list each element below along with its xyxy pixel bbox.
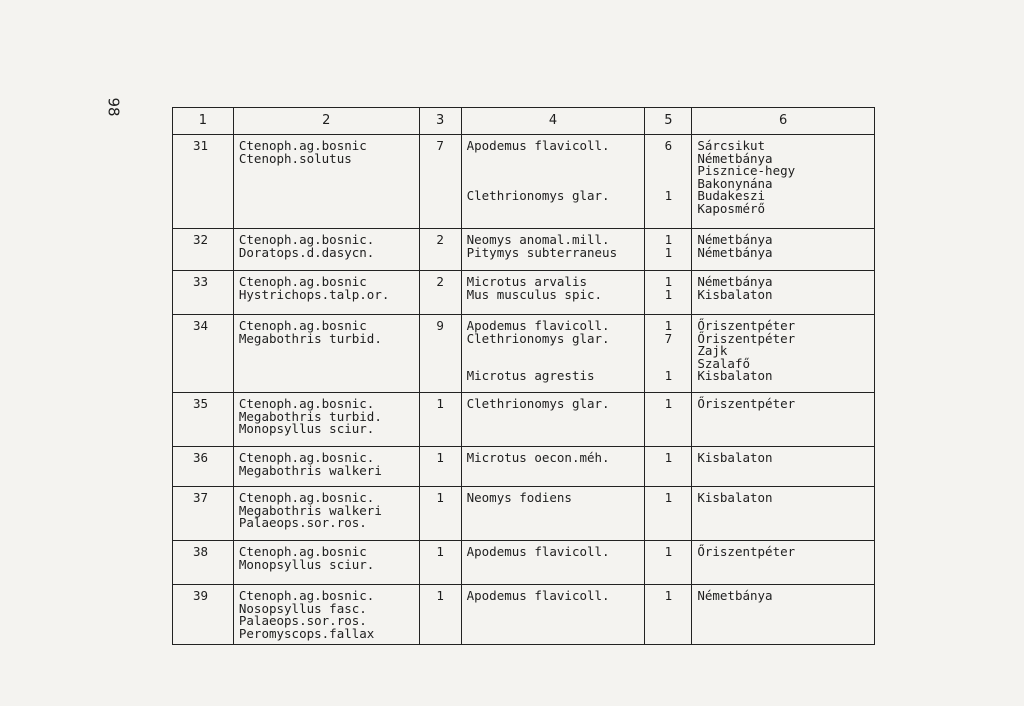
flea-species: Palaeops.sor.ros. xyxy=(238,515,367,530)
host-species-cell xyxy=(461,447,645,487)
flea-species: Ctenoph.ag.bosnic xyxy=(238,318,367,333)
host-species: Apodemus flavicoll. xyxy=(466,138,610,153)
host-species: Neomys anomal.mill. xyxy=(466,232,610,247)
host-species-cell xyxy=(461,585,645,645)
locality: Németbánya xyxy=(697,150,773,166)
locality-cell xyxy=(692,315,875,393)
locality: Zajk xyxy=(697,343,728,358)
row-number-cell xyxy=(173,315,234,393)
count-cell xyxy=(419,315,461,393)
locality: Bakonynána xyxy=(697,175,773,191)
locality: Kaposmérő xyxy=(697,200,766,216)
table-row xyxy=(173,393,875,447)
host-count-cell xyxy=(645,229,692,271)
locality: Budakeszi xyxy=(697,188,766,203)
locality-cell xyxy=(692,229,875,271)
host-species: Apodemus flavicoll. xyxy=(466,318,610,333)
flea-species: Megabothris turbid. xyxy=(238,408,382,424)
host-species: Clethrionomys glar. xyxy=(466,396,610,411)
host-count: 1 xyxy=(664,544,673,559)
host-species-cell xyxy=(461,135,645,229)
host-species-cell xyxy=(461,315,645,393)
flea-species: Ctenoph.ag.bosnic xyxy=(238,544,367,559)
host-species: Mus musculus spic. xyxy=(466,286,603,302)
flea-species: Ctenoph.ag.bosnic. xyxy=(238,450,375,465)
locality: Őriszentpéter xyxy=(697,330,796,346)
row-number: 35 xyxy=(193,396,209,411)
flea-species: Ctenoph.ag.bosnic. xyxy=(238,490,375,505)
row-number: 32 xyxy=(193,232,209,247)
host-count: 1 xyxy=(664,244,673,260)
flea-species: Ctenoph.ag.bosnic. xyxy=(238,588,375,603)
host-count xyxy=(645,165,691,178)
locality-cell xyxy=(692,135,875,229)
locality: Kisbalaton xyxy=(697,286,773,302)
locality-cell xyxy=(692,447,875,487)
count-cell xyxy=(419,135,461,229)
flea-species: Megabothris walkeri xyxy=(238,462,382,478)
flea-species-cell xyxy=(233,271,419,315)
flea-count: 9 xyxy=(436,318,444,333)
row-number-cell xyxy=(173,585,234,645)
locality-cell xyxy=(692,271,875,315)
table-row xyxy=(173,487,875,541)
locality: Őriszentpéter xyxy=(697,396,796,411)
locality: Németbánya xyxy=(697,588,773,603)
locality-cell xyxy=(692,541,875,585)
host-count: 1 xyxy=(664,588,673,603)
host-species-cell xyxy=(461,393,645,447)
flea-count: 1 xyxy=(436,490,444,505)
host-count-cell xyxy=(645,487,692,541)
flea-species-cell xyxy=(233,541,419,585)
count-cell xyxy=(419,487,461,541)
locality: Kisbalaton xyxy=(697,490,773,505)
flea-count: 2 xyxy=(436,232,444,247)
locality: Kisbalaton xyxy=(697,368,773,383)
flea-count: 1 xyxy=(436,396,444,411)
host-count-cell xyxy=(645,393,692,447)
table-row xyxy=(173,315,875,393)
locality-cell xyxy=(692,585,875,645)
locality: Szalafő xyxy=(697,355,750,371)
flea-species: Palaeops.sor.ros. xyxy=(238,613,367,628)
flea-species-cell xyxy=(233,315,419,393)
row-number: 39 xyxy=(193,588,209,603)
flea-species: Megabothris turbid. xyxy=(238,330,382,346)
flea-count: 1 xyxy=(436,588,444,603)
host-count: 1 xyxy=(664,396,673,411)
flea-species: Monopsyllus sciur. xyxy=(238,556,375,572)
flea-species: Megabothris walkeri xyxy=(238,502,382,518)
flea-species: Nosopsyllus fasc. xyxy=(238,600,367,616)
host-count xyxy=(645,345,691,358)
row-number-cell xyxy=(173,541,234,585)
column-header-4: 4 xyxy=(461,108,645,135)
locality: Sárcsikut xyxy=(697,138,766,153)
host-count: 1 xyxy=(664,368,673,383)
host-count-cell xyxy=(645,585,692,645)
flea-species: Peromyscops.fallax xyxy=(238,625,375,641)
host-count: 1 xyxy=(664,450,673,465)
host-species: Clethrionomys glar. xyxy=(466,188,610,203)
locality: Németbánya xyxy=(697,232,773,247)
table-row xyxy=(173,585,875,645)
host-count-cell xyxy=(645,271,692,315)
flea-species: Ctenoph.ag.bosnic. xyxy=(238,232,375,247)
row-number: 33 xyxy=(193,274,209,289)
flea-species: Doratops.d.dasycn. xyxy=(238,244,375,260)
host-species xyxy=(467,345,640,358)
host-species: Microtus agrestis xyxy=(466,368,595,383)
locality: Pisznice-hegy xyxy=(697,163,796,178)
locality: Őriszentpéter xyxy=(697,318,796,333)
flea-count: 2 xyxy=(436,274,444,289)
column-header-2: 2 xyxy=(233,108,419,135)
locality: Németbánya xyxy=(697,244,773,260)
flea-species: Ctenoph.solutus xyxy=(238,150,352,166)
host-species xyxy=(467,153,640,166)
flea-species: Monopsyllus sciur. xyxy=(238,421,375,436)
table-row xyxy=(173,229,875,271)
host-species-cell xyxy=(461,541,645,585)
count-cell xyxy=(419,393,461,447)
host-species-cell xyxy=(461,271,645,315)
host-count: 1 xyxy=(664,188,673,203)
host-count: 1 xyxy=(664,490,673,505)
host-count: 1 xyxy=(664,274,673,289)
row-number: 31 xyxy=(193,138,209,153)
host-species: Clethrionomys glar. xyxy=(466,330,610,346)
flea-host-table xyxy=(172,107,875,645)
row-number-cell xyxy=(173,135,234,229)
flea-count: 1 xyxy=(436,450,444,465)
locality: Kisbalaton xyxy=(697,450,773,465)
count-cell xyxy=(419,585,461,645)
host-count-cell xyxy=(645,315,692,393)
column-header-6: 6 xyxy=(692,108,875,135)
host-species-cell xyxy=(461,487,645,541)
flea-species-cell xyxy=(233,229,419,271)
host-species: Neomys fodiens xyxy=(466,490,572,505)
flea-species: Ctenoph.ag.bosnic. xyxy=(238,396,375,411)
flea-count: 7 xyxy=(436,138,444,153)
host-count: 7 xyxy=(664,330,673,346)
row-number-cell xyxy=(173,393,234,447)
host-species-cell xyxy=(461,229,645,271)
flea-species-cell xyxy=(233,447,419,487)
table-row xyxy=(173,447,875,487)
host-count: 6 xyxy=(664,138,673,153)
host-count-cell xyxy=(645,135,692,229)
host-count: 1 xyxy=(664,286,673,302)
column-header-5: 5 xyxy=(645,108,692,135)
row-number: 34 xyxy=(193,318,209,333)
locality: Németbánya xyxy=(697,274,773,289)
table-row xyxy=(173,271,875,315)
row-number-cell xyxy=(173,229,234,271)
flea-species-cell xyxy=(233,487,419,541)
host-species: Apodemus flavicoll. xyxy=(466,588,610,603)
locality-cell xyxy=(692,487,875,541)
host-species: Apodemus flavicoll. xyxy=(466,544,610,559)
column-header-1: 1 xyxy=(173,108,234,135)
flea-count: 1 xyxy=(436,544,444,559)
row-number-cell xyxy=(173,271,234,315)
row-number-cell xyxy=(173,447,234,487)
host-species: Microtus oecon.méh. xyxy=(466,450,610,465)
host-species: Microtus arvalis xyxy=(466,274,588,289)
count-cell xyxy=(419,229,461,271)
locality-cell xyxy=(692,393,875,447)
flea-species-cell xyxy=(233,585,419,645)
flea-species: Ctenoph.ag.bosnic xyxy=(238,138,367,153)
count-cell xyxy=(419,271,461,315)
column-header-3: 3 xyxy=(419,108,461,135)
table-row xyxy=(173,541,875,585)
host-count: 1 xyxy=(664,318,673,333)
flea-species: Hystrichops.talp.or. xyxy=(238,286,390,302)
host-species: Pitymys subterraneus xyxy=(466,244,618,260)
page-number: 98 xyxy=(104,97,123,117)
row-number: 36 xyxy=(193,450,209,465)
flea-species: Ctenoph.ag.bosnic xyxy=(238,274,367,289)
row-number-cell xyxy=(173,487,234,541)
flea-species-cell xyxy=(233,393,419,447)
header-row xyxy=(173,108,875,135)
table-row xyxy=(173,135,875,229)
host-count xyxy=(645,153,691,166)
flea-species-cell xyxy=(233,135,419,229)
host-count-cell xyxy=(645,447,692,487)
row-number: 38 xyxy=(193,544,209,559)
host-count: 1 xyxy=(664,232,673,247)
row-number: 37 xyxy=(193,490,209,505)
count-cell xyxy=(419,541,461,585)
locality: Őriszentpéter xyxy=(697,544,796,559)
count-cell xyxy=(419,447,461,487)
host-count-cell xyxy=(645,541,692,585)
host-species xyxy=(467,165,640,178)
